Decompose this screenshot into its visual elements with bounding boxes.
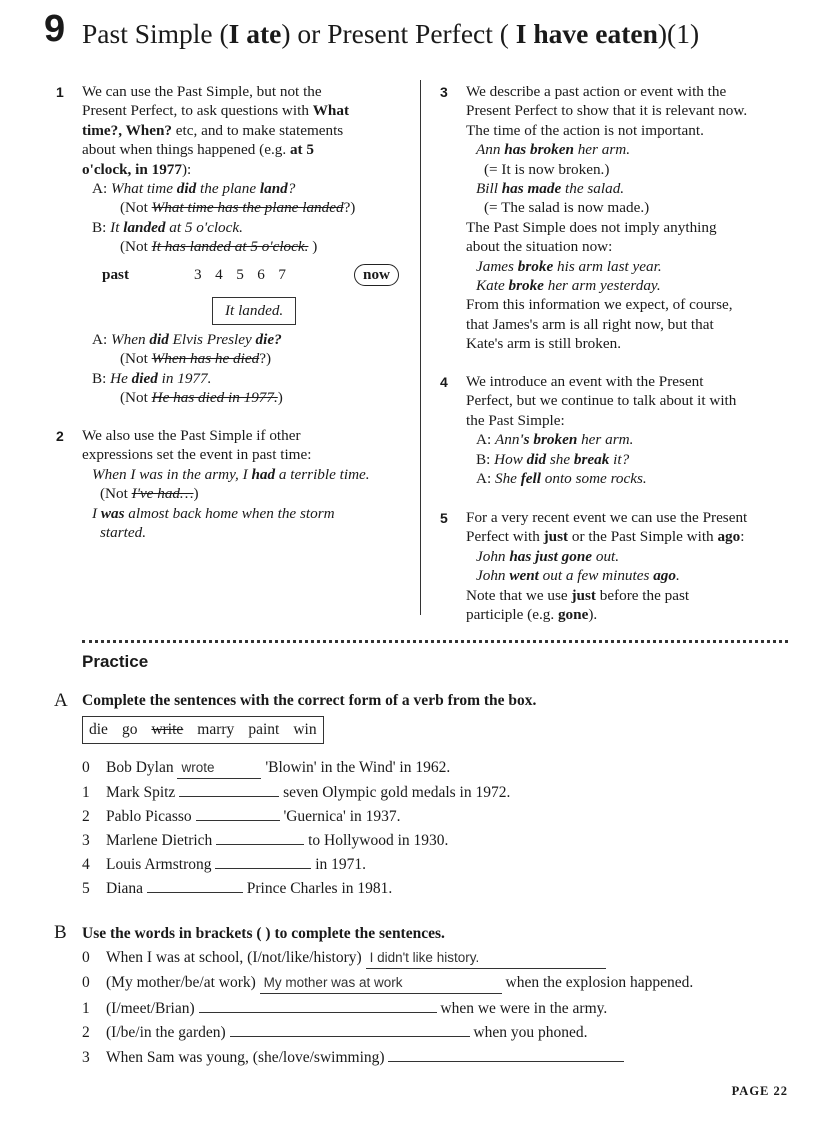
exercise-instruction: Complete the sentences with the correct form of a verb from the box. <box>82 692 537 709</box>
exercise-item: 4 Louis Armstrong in 1971. <box>82 856 367 873</box>
section-4: We introduce an event with the Present Perfect, but we continue to talk about it with the Past Simple: A: Ann's broken her arm. B: How did she break it? A: She fell onto some rocks. <box>466 373 737 488</box>
answer-blank[interactable] <box>388 1047 624 1062</box>
exercise-item: 3 When Sam was young, (she/love/swimming) <box>82 1047 624 1068</box>
section-number: 3 <box>440 84 448 100</box>
section-1-examples: A: When did Elvis Presley die? (Not When has he died?) B: He died in 1977. (Not He has died in 1977.) <box>92 331 283 407</box>
section-number: 2 <box>56 428 64 444</box>
box-word: marry <box>197 721 235 738</box>
timeline-box: It landed. <box>212 297 296 325</box>
exercise-item: 0 Bob Dylan wrote 'Blowin' in the Wind' in 1962. <box>82 758 450 779</box>
dotted-divider <box>82 640 788 643</box>
exercise-item: 0 When I was at school, (I/not/like/history) I didn't like history. <box>82 948 606 969</box>
timeline-now-marker: now <box>354 264 399 286</box>
answer-blank[interactable] <box>215 854 311 869</box>
page-title: Past Simple (I ate) or Present Perfect ( I have eaten)(1) <box>82 18 700 49</box>
exercise-item: 2 Pablo Picasso 'Guernica' in 1937. <box>82 808 401 825</box>
exercise-item: 5 Diana Prince Charles in 1981. <box>82 880 393 897</box>
section-number: 1 <box>56 84 64 100</box>
box-word: go <box>121 721 138 738</box>
exercise-item: 1 Mark Spitz seven Olympic gold medals in 1972. <box>82 784 511 801</box>
practice-heading: Practice <box>82 652 149 671</box>
exercise-item: 1 (I/meet/Brian) when we were in the army. <box>82 1000 608 1017</box>
exercise-letter: B <box>54 922 67 943</box>
section-5: For a very recent event we can use the Present Perfect with just or the Past Simple with ago: John has just gone out. John went out a few minutes ago. Note that we use just before the past participle (e.g. gone). <box>466 509 748 624</box>
timeline-numbers: 3 4 5 6 7 <box>194 266 286 283</box>
answer-blank[interactable] <box>147 878 243 893</box>
section-1: We can use the Past Simple, but not the Present Perfect, to ask questions with What time?, When? etc, and to make statements about when things happened (e.g. at 5 o'clock, in 1977): A: What time did the plane land? (Not What time has the plane landed?) B: It landed at 5 o'clock. (Not It has landed at 5 o'clock. ) <box>82 82 412 257</box>
page-number: PAGE 22 <box>731 1084 788 1098</box>
answer-blank[interactable] <box>216 830 304 845</box>
answer-blank[interactable] <box>230 1022 470 1037</box>
section-3: We describe a past action or event with the Present Perfect to show that it is relevant now. The time of the action is not important. Ann has broken her arm. (= It is now broken.) Bill has made the salad. (= The salad is now made.) The Past Simple does not imply anything about the situation now: James broke his arm last year. Kate broke her arm yesterday. From this information we expect, of course, that James's arm is all right now, but that Kate's arm is still broken. <box>466 83 748 353</box>
box-word-used: write <box>151 721 184 738</box>
unit-number: 9 <box>44 8 66 50</box>
exercise-letter: A <box>54 690 68 711</box>
exercise-item: 3 Marlene Dietrich to Hollywood in 1930. <box>82 832 449 849</box>
timeline-past-label: past <box>102 266 130 283</box>
answer-blank[interactable] <box>179 782 279 797</box>
answer-blank[interactable] <box>199 998 437 1013</box>
box-word: die <box>89 721 108 738</box>
section-2: We also use the Past Simple if other expressions set the event in past time: When I was in the army, I had a terrible time. (Not I've had…) I was almost back home when the storm started. <box>82 427 370 542</box>
word-box <box>82 716 324 744</box>
example: A: What time did the plane land? <box>92 180 296 198</box>
section-number: 5 <box>440 510 448 526</box>
exercise-item: 2 (I/be/in the garden) when you phoned. <box>82 1024 588 1041</box>
exercise-item: 0 (My mother/be/at work) My mother was at work when the explosion happened. <box>82 973 693 994</box>
box-word: paint <box>248 721 280 738</box>
box-word: win <box>293 721 317 738</box>
answer-blank[interactable]: I didn't like history. <box>366 948 606 969</box>
column-divider <box>420 80 421 615</box>
exercise-instruction: Use the words in brackets ( ) to complete the sentences. <box>82 925 445 942</box>
answer-blank[interactable] <box>196 806 280 821</box>
answer-blank[interactable]: wrote <box>177 758 261 779</box>
answer-blank[interactable]: My mother was at work <box>260 973 502 994</box>
section-number: 4 <box>440 374 448 390</box>
